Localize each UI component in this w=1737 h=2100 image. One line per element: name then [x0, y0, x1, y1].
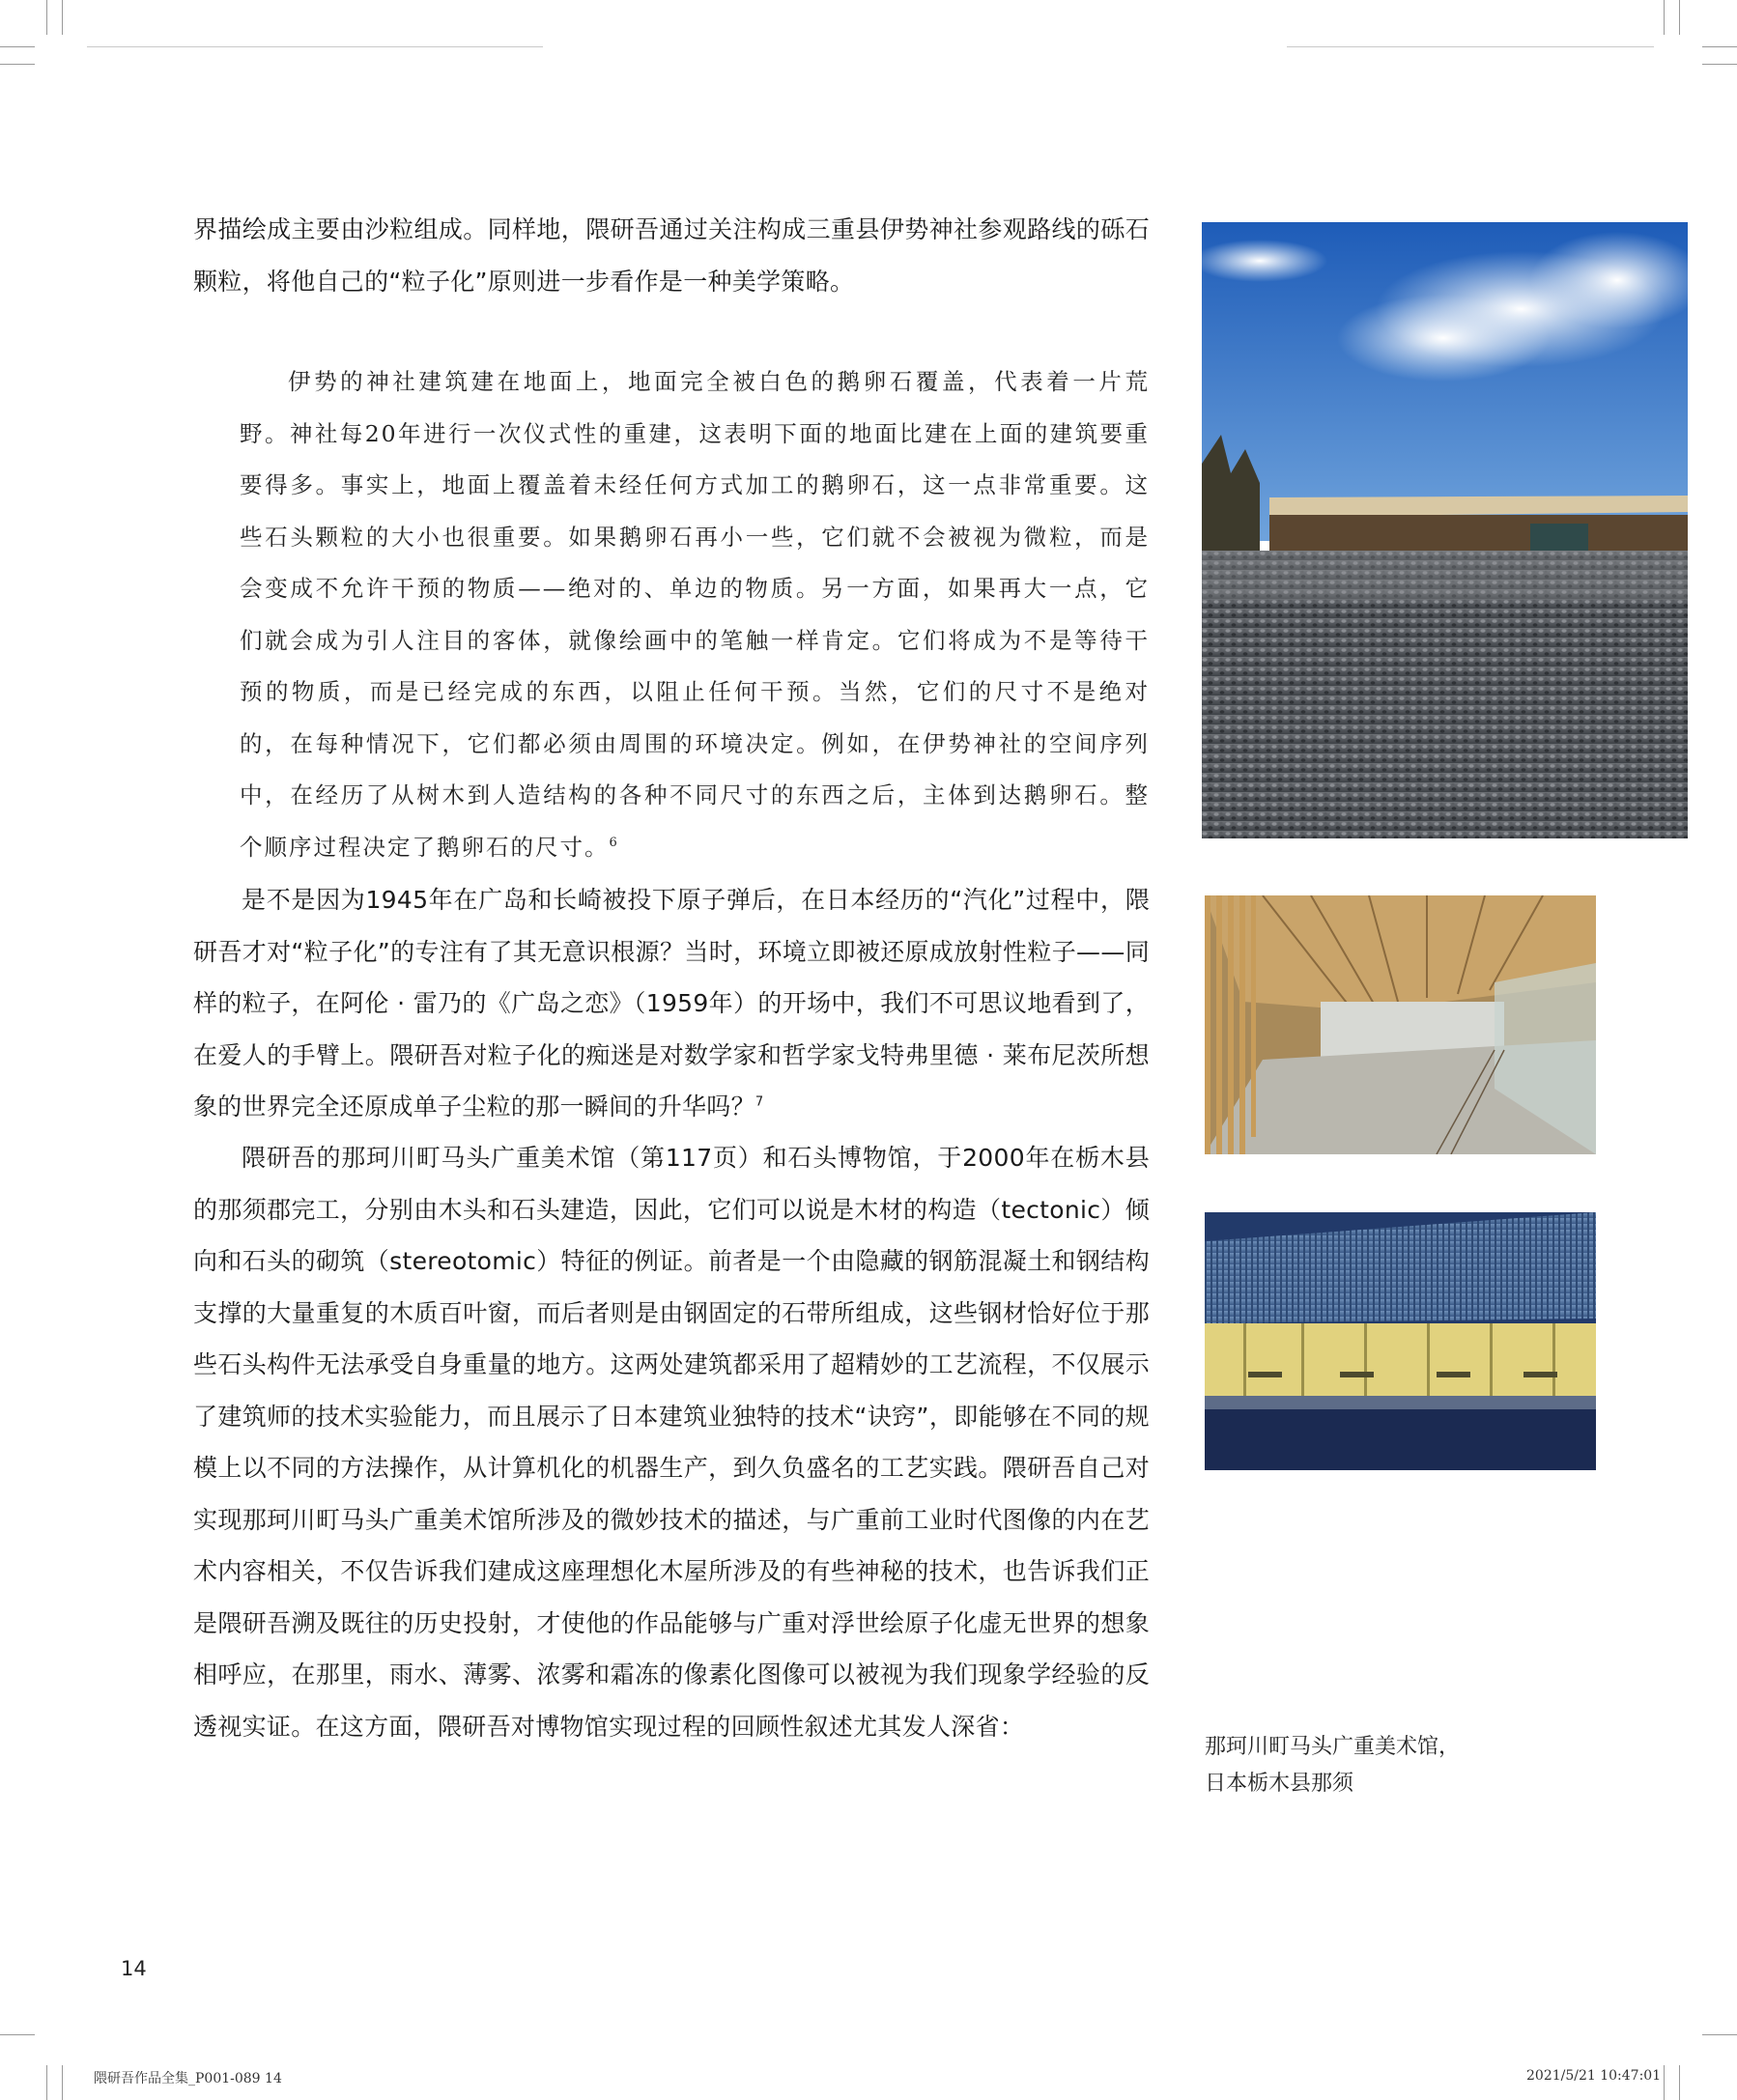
- crop-mark: [62, 2065, 63, 2100]
- photo-gravel-courtyard: [1202, 222, 1688, 838]
- crop-mark: [1702, 64, 1737, 65]
- print-slug-left: 隈研吾作品全集_P001-089 14: [94, 2071, 282, 2086]
- block-quote-text: 伊势的神社建筑建在地面上，地面完全被白色的鹅卵石覆盖，代表着一片荒野。神社每20年进行一次仪式性的重建，这表明下面的地面比建在上面的建筑要重要得多。事实上，地面上覆盖着未经任何方式加工的鹅卵石，这一点非常重要。这些石头颗粒的大小也很重要。如果鹅卵石再小一些，它们就不会被视为微粒，而是会变成不允许干预的物质——绝对的、单边的物质。另一方面，如果再大一点，它们就会成为引人注目的客体，就像绘画中的笔触一样肯定。它们将成为不是等待干预的物质，而是已经完成的东西，以阻止任何干预。当然，它们的尺寸不是绝对的，在每种情况下，它们都必须由周围的环境决定。例如，在伊势神社的空间序列中，在经历了从树木到人造结构的各种不同尺寸的东西之后，主体到达鹅卵石。整个顺序过程决定了鹅卵石的尺寸。: [240, 368, 1150, 861]
- crop-mark: [62, 0, 63, 35]
- body-paragraph-1: 界描绘成主要由沙粒组成。同样地，隈研吾通过关注构成三重县伊势神社参观路线的砾石颗粒，将他自己的“粒子化”原则进一步看作是一种美学策略。: [193, 215, 1150, 296]
- photo-dusk-exterior-image: [1205, 1212, 1596, 1470]
- crop-mark: [0, 2034, 35, 2035]
- crop-mark: [0, 46, 35, 47]
- photo-caption: [1205, 1729, 1591, 1802]
- footnote-ref-6: 6: [609, 835, 619, 850]
- photo-caption-line-1: 那珂川町马头广重美术馆，: [1205, 1735, 1461, 1759]
- crop-mark: [1679, 2065, 1680, 2100]
- print-slug-right: 2021/5/21 10:47:01: [1526, 2068, 1662, 2084]
- crop-mark: [0, 64, 35, 65]
- photo-gravel-courtyard-image: [1202, 222, 1688, 838]
- page-number: 14: [121, 1957, 147, 1980]
- crop-mark: [1664, 0, 1665, 35]
- body-paragraph-2-text: 是不是因为1945年在广岛和长崎被投下原子弹后，在日本经历的“汽化”过程中，隈研吾才对“粒子化”的专注有了其无意识根源？当时，环境立即被还原成放射性粒子——同样的粒子，在阿伦 · 雷乃的《广岛之恋》（1959年）的开场中，我们不可思议地看到了，在爱人的手臂上。隈研吾对粒子化的痴迷是对数学家和哲学家戈特弗里德 · 莱布尼茨所想象的世界完全还原成单子尘粒的那一瞬间的升华吗？: [193, 886, 1150, 1121]
- photo-wood-corridor: [1205, 895, 1596, 1154]
- guide-line: [1287, 46, 1654, 47]
- crop-mark: [1702, 2034, 1737, 2035]
- block-quote: [240, 356, 1150, 873]
- footnote-ref-7: 7: [755, 1094, 764, 1110]
- crop-mark: [1702, 46, 1737, 47]
- photo-wood-corridor-image: [1205, 895, 1596, 1154]
- photo-caption-line-2: 日本栃木县那须: [1205, 1772, 1354, 1796]
- crop-mark: [46, 2065, 47, 2100]
- crop-mark: [46, 0, 47, 35]
- body-paragraph-3: 隈研吾的那珂川町马头广重美术馆（第117页）和石头博物馆，于2000年在栃木县的那须郡完工，分别由木头和石头建造，因此，它们可以说是木材的构造（tectonic）倾向和石头的砌筑（stereotomic）特征的例证。前者是一个由隐藏的钢筋混凝土和钢结构支撑的大量重复的木质百叶窗，而后者则是由钢固定的石带所组成，这些钢材恰好位于那些石头构件无法承受自身重量的地方。这两处建筑都采用了超精妙的工艺流程，不仅展示了建筑师的技术实验能力，而且展示了日本建筑业独特的技术“诀窍”，即能够在不同的规模上以不同的方法操作，从计算机化的机器生产，到久负盛名的工艺实践。隈研吾自己对实现那珂川町马头广重美术馆所涉及的微妙技术的描述，与广重前工业时代图像的内在艺术内容相关，不仅告诉我们建成这座理想化木屋所涉及的有些神秘的技术，也告诉我们正是隈研吾溯及既往的历史投射，才使他的作品能够与广重对浮世绘原子化虚无世界的想象相呼应，在那里，雨水、薄雾、浓雾和霜冻的像素化图像可以被视为我们现象学经验的反透视实证。在这方面，隈研吾对博物馆实现过程的回顾性叙述尤其发人深省：: [193, 1144, 1150, 1741]
- photo-dusk-exterior: [1205, 1212, 1596, 1470]
- guide-line: [87, 46, 543, 47]
- crop-mark: [1664, 2065, 1665, 2100]
- crop-mark: [1679, 0, 1680, 35]
- body-paragraph-2: [193, 874, 1150, 1133]
